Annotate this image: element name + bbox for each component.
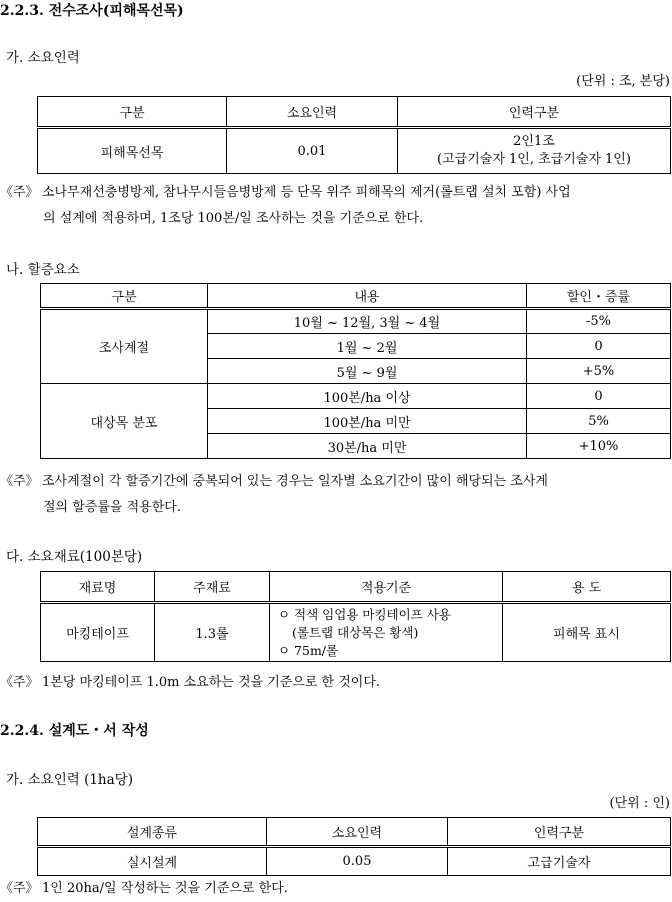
col-header-main-material: 주재료 <box>155 572 270 603</box>
cell-content: 1월 ~ 2월 <box>208 334 527 359</box>
subsection-title-manpower: 가. 소요인력 <box>6 50 80 66</box>
cell-rate: 0 <box>527 384 671 409</box>
cell-rate: 5% <box>527 409 671 434</box>
cell-rate: 0 <box>527 334 671 359</box>
cell-use: 피해목 표시 <box>503 603 671 662</box>
note-manpower <box>0 180 672 232</box>
cell-content: 5월 ~ 9월 <box>208 359 527 384</box>
table-row <box>41 384 671 409</box>
cell-category: 피해목선목 <box>38 128 227 174</box>
note-text: 1본당 마킹테이프 1.0m 소요하는 것을 기준으로 한 것이다. <box>42 675 381 690</box>
note-materials <box>0 670 672 696</box>
cell-rate: -5% <box>527 309 671 334</box>
table-row <box>38 847 671 876</box>
col-header-category: 구분 <box>38 97 227 128</box>
unit-label: (단위 : 인) <box>609 796 670 811</box>
cell-content: 100본/ha 이상 <box>208 384 527 409</box>
col-header-manpower: 소요인력 <box>227 97 398 128</box>
note-mark: 《주》 <box>0 675 39 690</box>
section-title-2-2-4: 2.2.4. 설계도・서 작성 <box>0 723 149 739</box>
note-text: 1인 20ha/일 작성하는 것을 기준으로 한다. <box>42 881 288 896</box>
group-survey-season: 조사계절 <box>41 309 208 384</box>
cell-design-type: 실시설계 <box>38 847 267 876</box>
table-row <box>41 309 671 334</box>
manpower-table <box>37 96 671 174</box>
note-line2: 절의 할증률을 적용한다. <box>43 500 181 515</box>
cell-manpower: 0.05 <box>267 847 448 876</box>
subsection-title-surcharge: 나. 할증요소 <box>6 262 80 278</box>
cell-content: 10월 ~ 12월, 3월 ~ 4월 <box>208 309 527 334</box>
group-tree-distribution: 대상목 분포 <box>41 384 208 459</box>
note-surcharge <box>0 469 672 521</box>
col-header-labor-type: 인력구분 <box>398 97 671 128</box>
col-header-rate: 할인・증률 <box>527 284 671 309</box>
labor-type-line1: 2인1조 <box>513 134 555 149</box>
note-line1: 소나무재선충병방제, 참나무시들음병방제 등 단목 위주 피해목의 제거(롤트랩 설치 포함) 사업 <box>42 185 571 200</box>
criteria-line1: ㅇ 적색 임업용 마킹테이프 사용 <box>278 606 451 622</box>
cell-labor-type <box>398 128 671 174</box>
subsection-title-materials: 다. 소요재료(100본당) <box>6 549 143 565</box>
table-row <box>38 128 671 174</box>
cell-criteria <box>270 603 503 662</box>
col-header-category: 구분 <box>41 284 208 309</box>
col-header-design-type: 설계종류 <box>38 818 267 847</box>
materials-table <box>40 571 671 662</box>
cell-rate: +5% <box>527 359 671 384</box>
cell-material-name: 마킹테이프 <box>41 603 155 662</box>
labor-type-line2: (고급기술자 1인, 초급기술자 1인) <box>437 152 631 167</box>
note-mark: 《주》 <box>0 474 39 489</box>
col-header-criteria: 적용기준 <box>270 572 503 603</box>
cell-rate: +10% <box>527 434 671 459</box>
note-mark: 《주》 <box>0 881 39 896</box>
criteria-line2: (롤트랩 대상목은 황색) <box>292 624 419 640</box>
col-header-labor-type: 인력구분 <box>448 818 671 847</box>
col-header-content: 내용 <box>208 284 527 309</box>
cell-manpower: 0.01 <box>227 128 398 174</box>
table-row <box>41 603 671 662</box>
cell-content: 100본/ha 미만 <box>208 409 527 434</box>
cell-labor-type: 고급기술자 <box>448 847 671 876</box>
subsection-title-manpower-per-ha: 가. 소요인력 (1ha당) <box>6 772 133 788</box>
criteria-line3: ㅇ 75m/롤 <box>278 642 339 658</box>
note-mark: 《주》 <box>0 185 39 200</box>
col-header-use: 용 도 <box>503 572 671 603</box>
note-line1: 조사계절이 각 할증기간에 중복되어 있는 경우는 일자별 소요기간이 많이 해당되는 조사계 <box>42 474 548 489</box>
col-header-manpower: 소요인력 <box>267 818 448 847</box>
cell-content: 30본/ha 미만 <box>208 434 527 459</box>
surcharge-table <box>40 283 671 459</box>
note-line2: 의 설계에 적용하며, 1조당 100본/일 조사하는 것을 기준으로 한다. <box>43 211 424 226</box>
design-manpower-table <box>37 817 671 876</box>
unit-label: (단위 : 조, 본당) <box>576 74 670 89</box>
cell-quantity: 1.3롤 <box>155 603 270 662</box>
note-design <box>0 876 672 902</box>
col-header-material-name: 재료명 <box>41 572 155 603</box>
section-title-2-2-3: 2.2.3. 전수조사(피해목선목) <box>0 3 184 19</box>
